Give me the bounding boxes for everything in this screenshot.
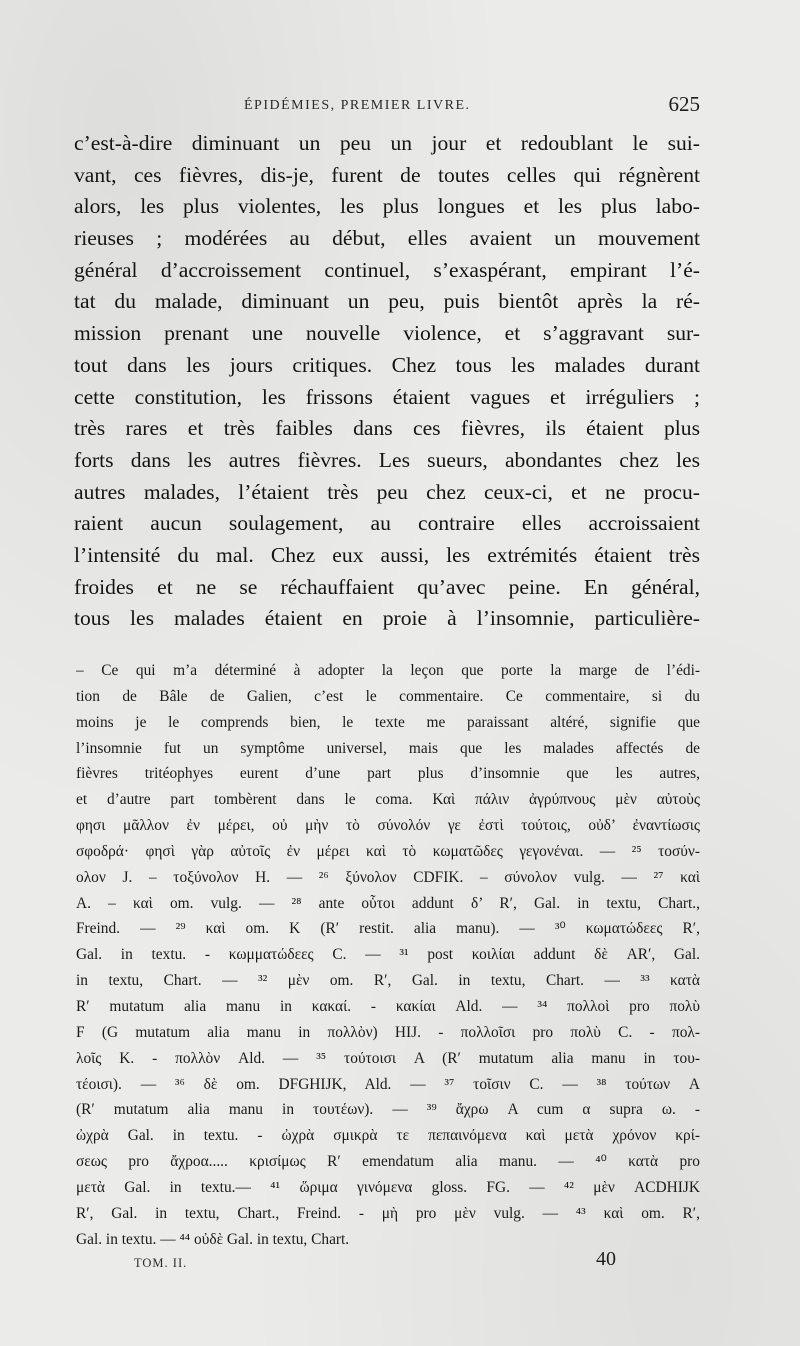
footnote-line: Freind. — ²⁹ καὶ om. K (R′ restit. alia manu). — ³⁰ κωματώδεες R′, [76,920,700,938]
text-line: général d’accroissement continuel, s’exaspérant, empirant l’é- [74,257,700,282]
page-header [74,92,700,120]
footnote-line: (R′ mutatum alia manu in τουτέων). — ³⁹ ἄχρω A cum α supra ω. - [76,1101,700,1119]
footnotes [76,658,700,1252]
text-line: cette constitution, les frissons étaient vagues et irréguliers ; [74,384,700,409]
footnote-line: A. – καὶ om. vulg. — ²⁸ ante οὗτοι addunt δ’ R′, Gal. in textu, Chart., [76,894,700,912]
footnote-line: et d’autre part tombèrent dans le coma. Καὶ πάλιν ἀγρύπνους μὲν αὐτοὺς [76,791,700,809]
footnote-line: F (G mutatum alia manu in πολλὸν) HIJ. - πολλοῖσι pro πολὺ C. - πολ- [76,1023,700,1041]
footnote-line: σφοδρά· φησὶ γὰρ αὐτοῖς ἐν μέρει καὶ τὸ κωματῶδες γεγονέναι. — ²⁵ τοσύν- [76,842,700,860]
text-line: raient aucun soulagement, au contraire elles accroissaient [74,511,700,536]
footnote-line: σεως pro ἄχροα..... κρισίμως R′ emendatum alia manu. — ⁴⁰ κατὰ pro [76,1153,700,1171]
footnote-line: in textu, Chart. — ³² μὲν om. R′, Gal. in textu, Chart. — ³³ κατὰ [76,972,700,990]
footnote-line: λοῖς K. - πολλὸν Ald. — ³⁵ τούτοισι A (R′ mutatum alia manu in του- [76,1049,700,1067]
footnote-line: R′, Gal. in textu, Chart., Freind. - μὴ pro μὲν vulg. — ⁴³ καὶ om. R′, [76,1204,700,1222]
text-line: mission prenant une nouvelle violence, et s’aggravant sur- [74,321,700,346]
page-number: 625 [668,92,700,116]
footnote-line: moins je le comprends bien, le texte me paraissant altéré, signifie que [76,713,700,731]
footnote-line: τέοισι). — ³⁶ δὲ om. DFGHIJK, Ald. — ³⁷ τοῖσιν C. — ³⁸ τούτων A [76,1075,700,1093]
footnote-line: ὠχρὰ Gal. in textu. - ὠχρὰ σμικρὰ τε πεπαινόμενα καὶ μετὰ χρόνον κρί- [76,1127,700,1145]
footnote-line: l’insomnie fut un symptôme universel, mais que les malades affectés de [76,739,700,757]
text-line: alors, les plus violentes, les plus longues et les plus labo- [74,194,700,219]
footnote-line: R′ mutatum alia manu in κακαί. - κακίαι Ald. — ³⁴ πολλοὶ pro πολὺ [76,997,700,1015]
text-line: tat du malade, diminuant un peu, puis bientôt après la ré- [74,289,700,314]
text-line: rieuses ; modérées au début, elles avaient un mouvement [74,226,700,251]
text-line: froides et ne se réchauffaient qu’avec peine. En général, [74,574,700,599]
text-line: autres malades, l’étaient très peu chez ceux-ci, et ne procu- [74,479,700,504]
main-text [74,128,700,635]
footnote-line: fièvres tritéophyes eurent d’une part plus d’insomnie que les autres, [76,765,700,783]
page-footer [134,1246,634,1276]
text-line: vant, ces fièvres, dis-je, furent de toutes celles qui régnèrent [74,162,700,187]
text-line: l’intensité du mal. Chez eux aussi, les extrémités étaient très [74,542,700,567]
text-line: c’est-à-dire diminuant un peu un jour et redoublant le sui- [74,131,700,155]
text-line: très rares et très faibles dans ces fièvres, ils étaient plus [74,416,700,441]
text-line: tous les malades étaient en proie à l’insomnie, particulière- [74,606,700,631]
signature-mark: 40 [596,1248,616,1270]
text-line: tout dans les jours critiques. Chez tous les malades durant [74,352,700,377]
footnote-line: Gal. in textu. - κωμματώδεες C. — ³¹ post κοιλίαι addunt δὲ AR′, Gal. [76,946,700,964]
footnote-line: μετὰ Gal. in textu.— ⁴¹ ὥριμα γινόμενα gloss. FG. — ⁴² μὲν ACDHIJK [76,1178,700,1196]
footnote-line: – Ce qui m’a déterminé à adopter la leçon que porte la marge de l’édi- [76,662,700,679]
running-title: ÉPIDÉMIES, PREMIER LIVRE. [244,98,471,113]
text-line: forts dans les autres fièvres. Les sueurs, abondantes chez les [74,447,700,472]
tome-label: TOM. II. [134,1256,188,1270]
footnote-line: tion de Bâle de Galien, c’est le commentaire. Ce commentaire, si du [76,687,700,705]
footnote-line: ολον J. – τοξύνολον H. — ²⁶ ξύνολον CDFIK. – σύνολον vulg. — ²⁷ καὶ [76,868,700,886]
footnote-line: Gal. in textu. — ⁴⁴ οὐδὲ Gal. in textu, Chart. [76,1230,350,1248]
footnote-line: φησι μᾶλλον ἐν μέρει, οὐ μὴν τὸ σύνολόν γε ἐστὶ τούτοις, οὐδ’ ἐναντίωσις [76,817,700,835]
